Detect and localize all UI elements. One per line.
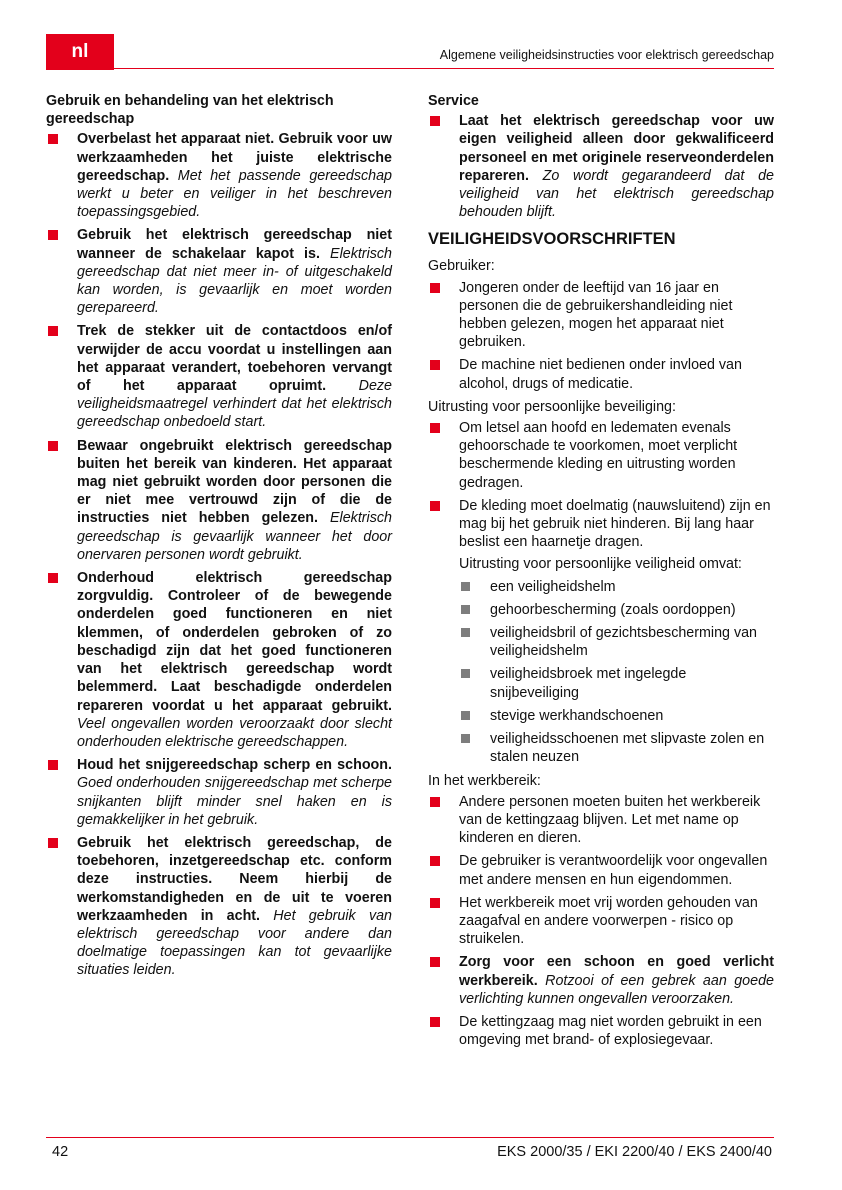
section-heading-usage: Gebruik en behandeling van het elektrisch gereedschap — [46, 93, 334, 128]
bullet-square-icon — [430, 501, 440, 511]
bullet-square-icon — [48, 573, 58, 583]
header-title: Algemene veiligheidsinstructies voor elektrisch gereedschap — [439, 48, 774, 62]
work-area-list — [428, 793, 774, 1050]
bullet-square-icon — [430, 423, 440, 433]
list-item: Gebruik het elektrisch gereedschap niet wanneer de schakelaar kapot is. Elektrisch gereedschap dat niet meer in- of uitgeschakeld kan worden, is gevaarlijk en moet worden gerepareerd. — [46, 226, 392, 317]
list-item: Jongeren onder de leeftijd van 16 jaar en personen die de gebruikershandleiding niet hebben gelezen, mogen het apparaat niet gebruiken. — [428, 279, 774, 352]
sub-list-item: veiligheidsbril of gezichtsbescherming van veiligheidshelm — [459, 624, 774, 660]
section-title-safety: VEILIGHEIDSVOORSCHRIFTEN — [428, 230, 676, 249]
list-item: Houd het snijgereedschap scherp en schoon. Goed onderhouden snijgereedschap met scherpe snijkanten blijft minder snel haken en is gemakkelijker in het gebruik. — [46, 756, 392, 829]
usage-list — [46, 130, 392, 979]
bullet-square-icon — [430, 856, 440, 866]
bullet-grey-square-icon — [461, 628, 470, 637]
sub-list-item: veiligheidsbroek met ingelegde snijbeveiliging — [459, 665, 774, 701]
ppe-equipment-list — [459, 578, 774, 767]
list-item: Gebruik het elektrisch gereedschap, de toebehoren, inzetgereedschap etc. conform deze instructies. Neem hierbij de werkomstandigheden en de uit te voeren werkzaamheden in acht. Het gebruik van elektrisch gereedschap voor andere dan doelmatige toepassingen kan tot gevaarlijke situaties leiden. — [46, 834, 392, 980]
bullet-square-icon — [430, 1017, 440, 1027]
footer-divider — [46, 1137, 774, 1138]
sub-list-item: een veiligheidshelm — [459, 578, 774, 596]
list-item: Onderhoud elektrisch gereedschap zorgvuldig. Controleer of de bewegende onderdelen goed functioneren en niet klemmen, of onderdelen gebroken of zo beschadigd zijn dat het goed functioneren van het elektrisch gereedschap wordt belemmerd. Laat beschadigde onderdelen repareren voordat u het apparaat gebruikt. Veel ongevallen worden veroorzaakt door slecht onderhouden elektrische gereedschappen. — [46, 569, 392, 751]
bullet-square-icon — [48, 760, 58, 770]
ppe-list — [428, 419, 774, 766]
bullet-square-icon — [48, 230, 58, 240]
list-item: Laat het elektrisch gereedschap voor uw eigen veiligheid alleen door gekwalificeerd personeel en met originele reserveonderdelen repareren. Zo wordt gegarandeerd dat de veiligheid van het elektrisch gereedschap behouden blijft. — [428, 112, 774, 221]
left-column — [46, 92, 392, 985]
page-number: 42 — [52, 1144, 69, 1160]
bullet-grey-square-icon — [461, 734, 470, 743]
bullet-square-icon — [48, 134, 58, 144]
right-column — [428, 92, 774, 1054]
ppe-label: Uitrusting voor persoonlijke beveiliging: — [428, 398, 676, 415]
list-item: Om letsel aan hoofd en ledematen evenals gehoorschade te voorkomen, moet verplicht beschermende kleding en uitrusting worden gedragen. — [428, 419, 774, 492]
bullet-square-icon — [430, 360, 440, 370]
bullet-grey-square-icon — [461, 711, 470, 720]
list-item: De machine niet bedienen onder invloed van alcohol, drugs of medicatie. — [428, 356, 774, 392]
sub-list-item: gehoorbescherming (zoals oordoppen) — [459, 601, 774, 619]
work-area-label: In het werkbereik: — [428, 772, 541, 789]
list-item: Bewaar ongebruikt elektrisch gereedschap buiten het bereik van kinderen. Het apparaat mag niet gebruikt worden door personen die er niet mee vertrouwd zijn of die de instructies niet hebben gelezen. Elektrisch gereedschap is gevaarlijk wanneer het door onervaren personen wordt gebruikt. — [46, 437, 392, 564]
bullet-grey-square-icon — [461, 582, 470, 591]
list-item: Trek de stekker uit de contactdoos en/of verwijder de accu voordat u instellingen aan het apparaat verandert, toebehoren vervangt of het apparaat opruimt. Deze veiligheidsmaatregel verhindert dat het elektrisch gereedschap onbedoeld start. — [46, 322, 392, 431]
bullet-square-icon — [48, 441, 58, 451]
bullet-grey-square-icon — [461, 669, 470, 678]
header-divider — [114, 68, 774, 69]
bullet-square-icon — [430, 957, 440, 967]
bullet-square-icon — [48, 838, 58, 848]
bullet-square-icon — [430, 283, 440, 293]
user-label: Gebruiker: — [428, 258, 495, 275]
list-item: De kleding moet doelmatig (nauwsluitend) zijn en mag bij het gebruik niet hinderen. Bij lang haar beslist een haarnetje dragen. Uitrusting voor persoonlijke veiligheid omvat: een veiligheidshelm gehoorbescherming (zoals oordoppen) veiligheidsbril of gezichtsbescherming van veiligheidshelm veiligheidsbroek met ingelegde snijbeveiliging stevige werkhandschoenen veiligheidsschoenen met slipvaste zolen en stalen neuzen — [428, 497, 774, 767]
list-item: Het werkbereik moet vrij worden gehouden van zaagafval en andere voorwerpen - risico op struikelen. — [428, 894, 774, 949]
sub-list-item: stevige werkhandschoenen — [459, 707, 774, 725]
bullet-square-icon — [48, 326, 58, 336]
footer-model-list: EKS 2000/35 / EKI 2200/40 / EKS 2400/40 — [497, 1144, 772, 1160]
list-item: Overbelast het apparaat niet. Gebruik voor uw werkzaamheden het juiste elektrische gereedschap. Met het passende gereedschap werkt u beter en veiliger in het beschreven toepassingsgebied. — [46, 130, 392, 221]
bullet-square-icon — [430, 898, 440, 908]
user-list — [428, 279, 774, 393]
list-item: De kettingzaag mag niet worden gebruikt in een omgeving met brand- of explosiegevaar. — [428, 1013, 774, 1049]
bullet-grey-square-icon — [461, 605, 470, 614]
list-item: Zorg voor een schoon en goed verlicht werkbereik. Rotzooi of een gebrek aan goede verlichting kunnen ongevallen veroorzaken. — [428, 953, 774, 1008]
sub-list-item: veiligheidsschoenen met slipvaste zolen en stalen neuzen — [459, 730, 774, 766]
list-item: Andere personen moeten buiten het werkbereik van de kettingzaag blijven. Let met name op kinderen en dieren. — [428, 793, 774, 848]
bullet-square-icon — [430, 116, 440, 126]
language-tab: nl — [46, 34, 114, 70]
section-heading-service: Service — [428, 93, 479, 109]
ppe-intro: Uitrusting voor persoonlijke veiligheid omvat: — [459, 556, 742, 573]
bullet-square-icon — [430, 797, 440, 807]
service-list — [428, 112, 774, 221]
list-item: De gebruiker is verantwoordelijk voor ongevallen met andere mensen en hun eigendommen. — [428, 852, 774, 888]
